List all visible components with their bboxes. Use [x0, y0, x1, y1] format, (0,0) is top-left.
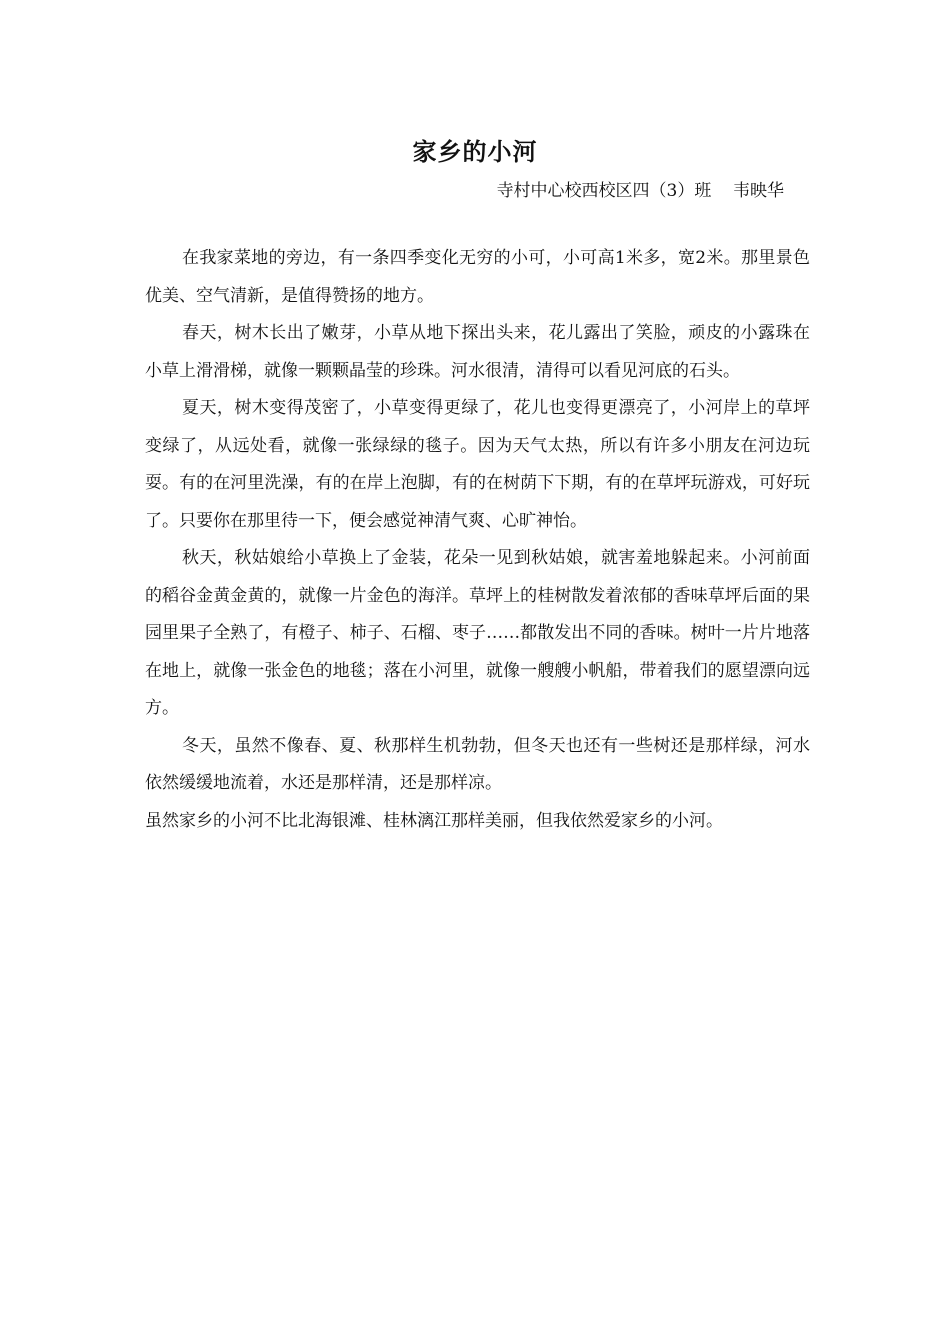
- paragraph-intro: 在我家菜地的旁边，有一条四季变化无穷的小可，小可高1米多，宽2米。那里景色优美、空气清新，是值得赞扬的地方。: [145, 248, 810, 306]
- paragraph-winter: 冬天，虽然不像春、夏、秋那样生机勃勃，但冬天也还有一些树还是那样绿，河水依然缓缓地流着，水还是那样清，还是那样凉。: [145, 735, 810, 793]
- paragraph-conclusion: 虽然家乡的小河不比北海银滩、桂林漓江那样美丽，但我依然爱家乡的小河。: [145, 810, 723, 831]
- paragraph-spring: 春天，树木长出了嫩芽，小草从地下探出头来，花儿露出了笑脸，顽皮的小露珠在小草上滑滑梯，就像一颗颗晶莹的珍珠。河水很清，清得可以看见河底的石头。: [145, 323, 810, 381]
- paragraph-summer: 夏天，树木变得茂密了，小草变得更绿了，花儿也变得更漂亮了，小河岸上的草坪变绿了，从远处看，就像一张绿绿的毯子。因为天气太热，所以有许多小朋友在河边玩耍。有的在河里洗澡，有的在岸上泡脚，有的在树荫下下期，有的在草坪玩游戏，可好玩了。只要你在那里待一下，便会感觉神清气爽、心旷神怡。: [145, 398, 810, 531]
- document-title: 家乡的小河: [412, 138, 538, 166]
- paragraph-autumn: 秋天，秋姑娘给小草换上了金装，花朵一见到秋姑娘，就害羞地躲起来。小河前面的稻谷金黄金黄的，就像一片金色的海洋。草坪上的桂树散发着浓郁的香味草坪后面的果园里果子全熟了，有橙子、柿子、石榴、枣子……都散发出不同的香味。树叶一片片地落在地上，就像一张金色的地毯；落在小河里，就像一艘艘小帆船，带着我们的愿望漂向远方。: [145, 548, 810, 718]
- author-line: 寺村中心校西校区四（3）班 韦映华: [496, 181, 784, 201]
- document-body: [145, 240, 810, 840]
